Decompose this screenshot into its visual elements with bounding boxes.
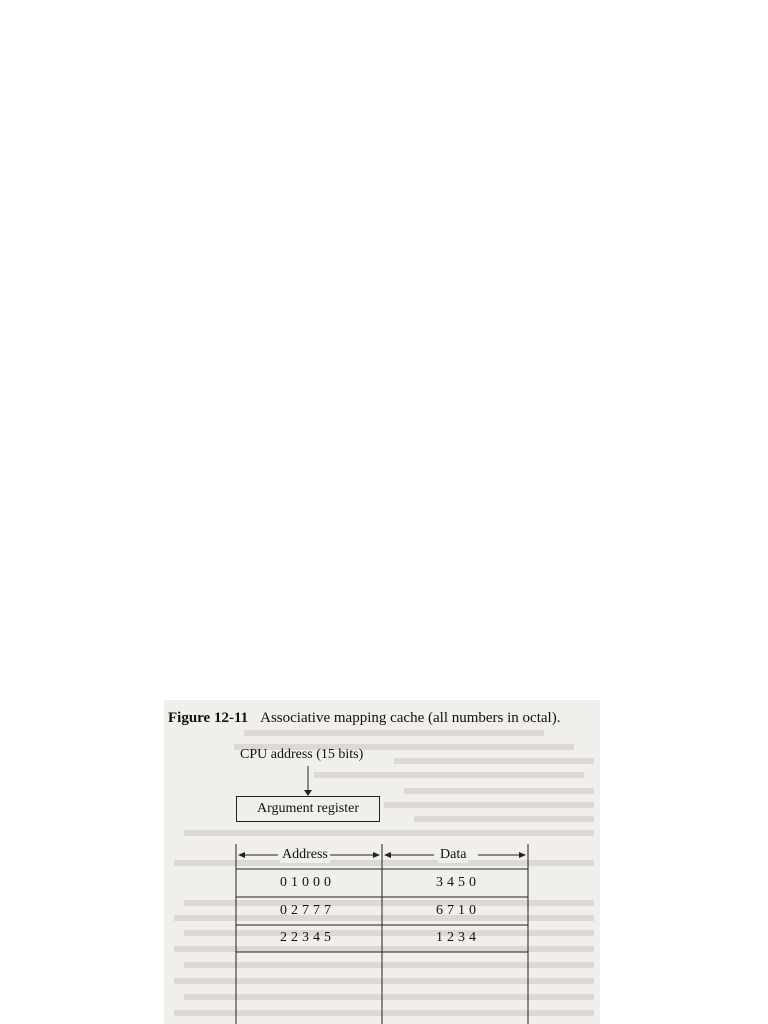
figure-title: Associative mapping cache (all numbers in octal). bbox=[260, 710, 561, 726]
table-row-1-data: 3450 bbox=[436, 875, 480, 890]
column-header-address: Address bbox=[282, 847, 328, 862]
diagram-lines bbox=[164, 700, 600, 1024]
table-row-2-address: 02777 bbox=[280, 903, 335, 918]
argument-register: Argument register bbox=[236, 796, 380, 822]
table-row-3-address: 22345 bbox=[280, 930, 335, 945]
cpu-address-label: CPU address (15 bits) bbox=[240, 747, 364, 762]
figure-number: Figure 12-11 bbox=[168, 710, 249, 726]
table-row-2-data: 6710 bbox=[436, 903, 480, 918]
column-header-data: Data bbox=[440, 847, 467, 862]
table-row-3-data: 1234 bbox=[436, 930, 480, 945]
table-row-1-address: 01000 bbox=[280, 875, 335, 890]
figure-scan bbox=[164, 700, 600, 1024]
